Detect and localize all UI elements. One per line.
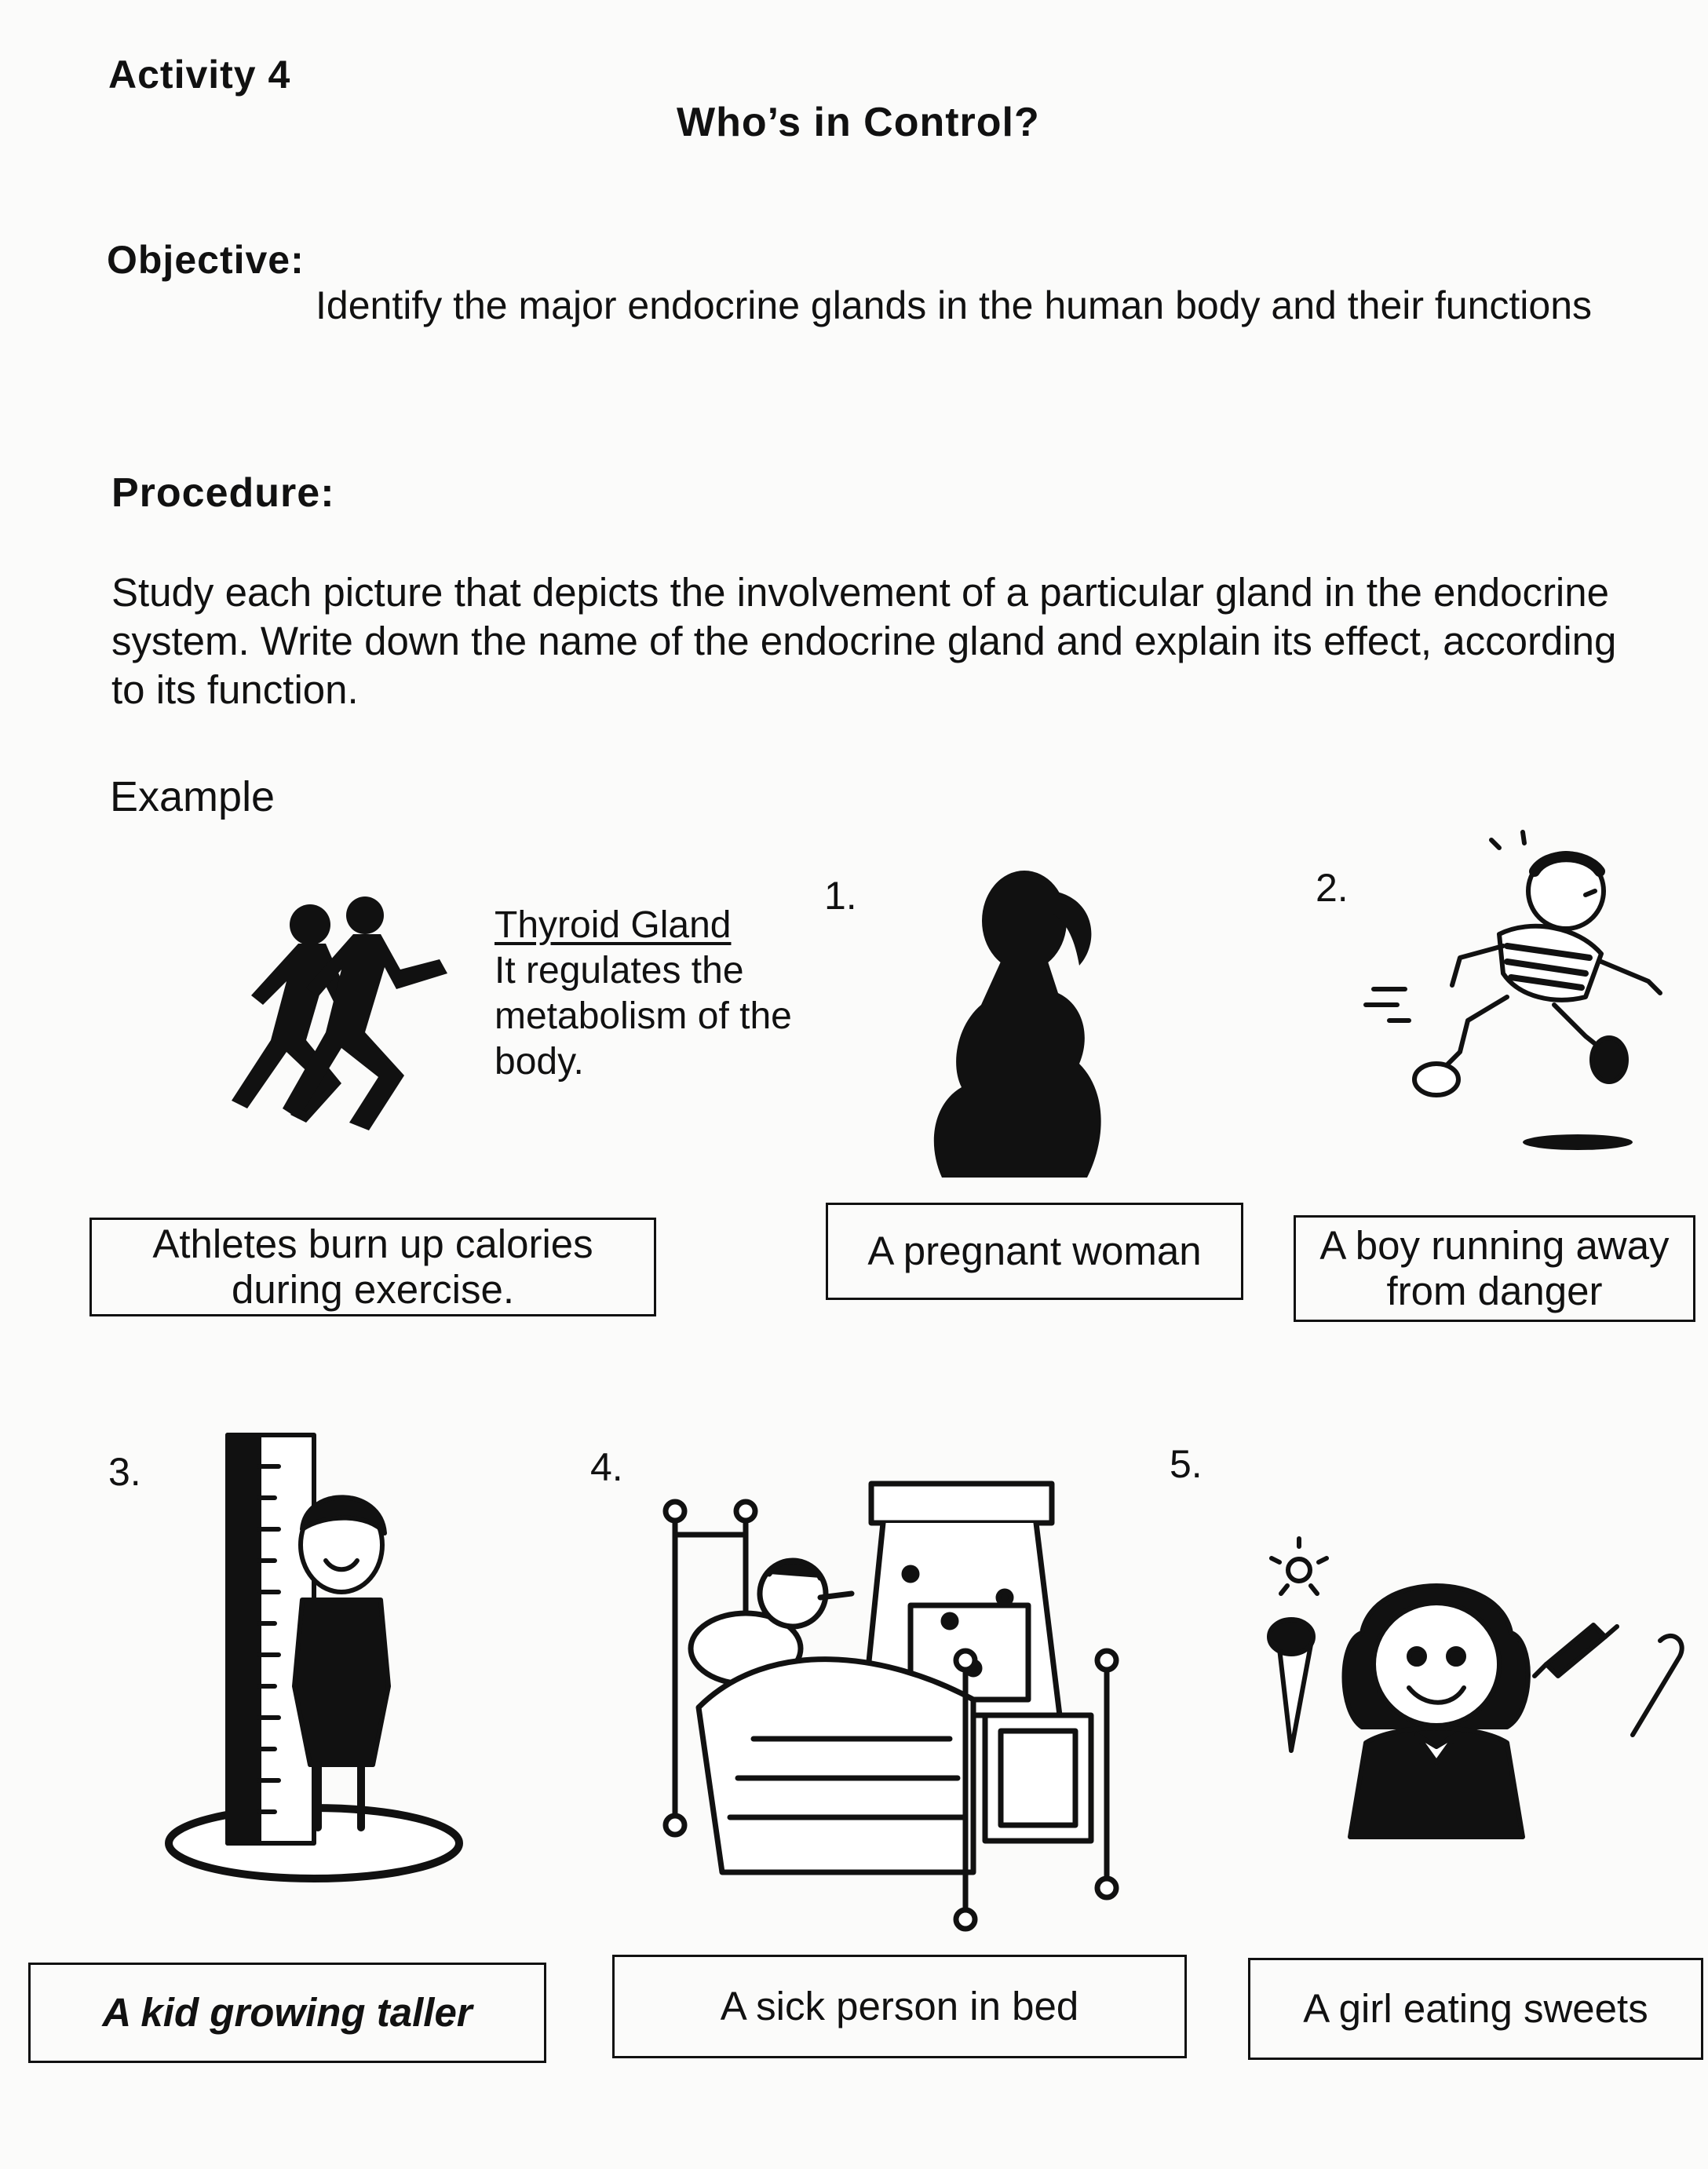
objective-text: Identify the major endocrine glands in the human body and their functions bbox=[316, 283, 1593, 327]
item-number-4: 4. bbox=[590, 1445, 623, 1489]
runners-silhouette-icon bbox=[188, 895, 471, 1146]
sick-person-bed-icon bbox=[651, 1480, 1138, 1927]
item-number-2: 2. bbox=[1316, 866, 1349, 910]
example-gland-function: It regulates the metabolism of the body. bbox=[495, 950, 792, 1083]
example-label: Example bbox=[110, 773, 276, 820]
item-number-3: 3. bbox=[108, 1450, 141, 1494]
item-caption-1: A pregnant woman bbox=[826, 1203, 1243, 1300]
item-caption-4: A sick person in bed bbox=[612, 1955, 1187, 2058]
item-caption-2: A boy running away from danger bbox=[1294, 1215, 1695, 1322]
item-caption-5: A girl eating sweets bbox=[1248, 1958, 1703, 2060]
procedure-label: Procedure: bbox=[111, 470, 335, 516]
example-caption: Athletes burn up calories during exercise. bbox=[89, 1218, 656, 1316]
example-explanation bbox=[495, 903, 793, 1085]
example-gland-name: Thyroid Gland bbox=[495, 904, 732, 946]
girl-sweets-icon bbox=[1224, 1539, 1695, 1876]
kid-height-chart-icon bbox=[157, 1419, 463, 1882]
procedure-text: Study each picture that depicts the involvement of a particular gland in the endocrine system. Write down the name of the endocrine gland and explain its effect, according to its function. bbox=[111, 570, 1617, 712]
running-boy-icon bbox=[1350, 816, 1680, 1162]
activity-label: Activity 4 bbox=[108, 53, 291, 97]
objective-label: Objective: bbox=[107, 238, 305, 282]
page-title: Who’s in Control? bbox=[677, 100, 1040, 145]
item-caption-3: A kid growing taller bbox=[28, 1963, 546, 2063]
pregnant-woman-icon bbox=[918, 867, 1130, 1178]
item-number-5: 5. bbox=[1170, 1442, 1203, 1486]
item-number-1: 1. bbox=[824, 874, 857, 918]
